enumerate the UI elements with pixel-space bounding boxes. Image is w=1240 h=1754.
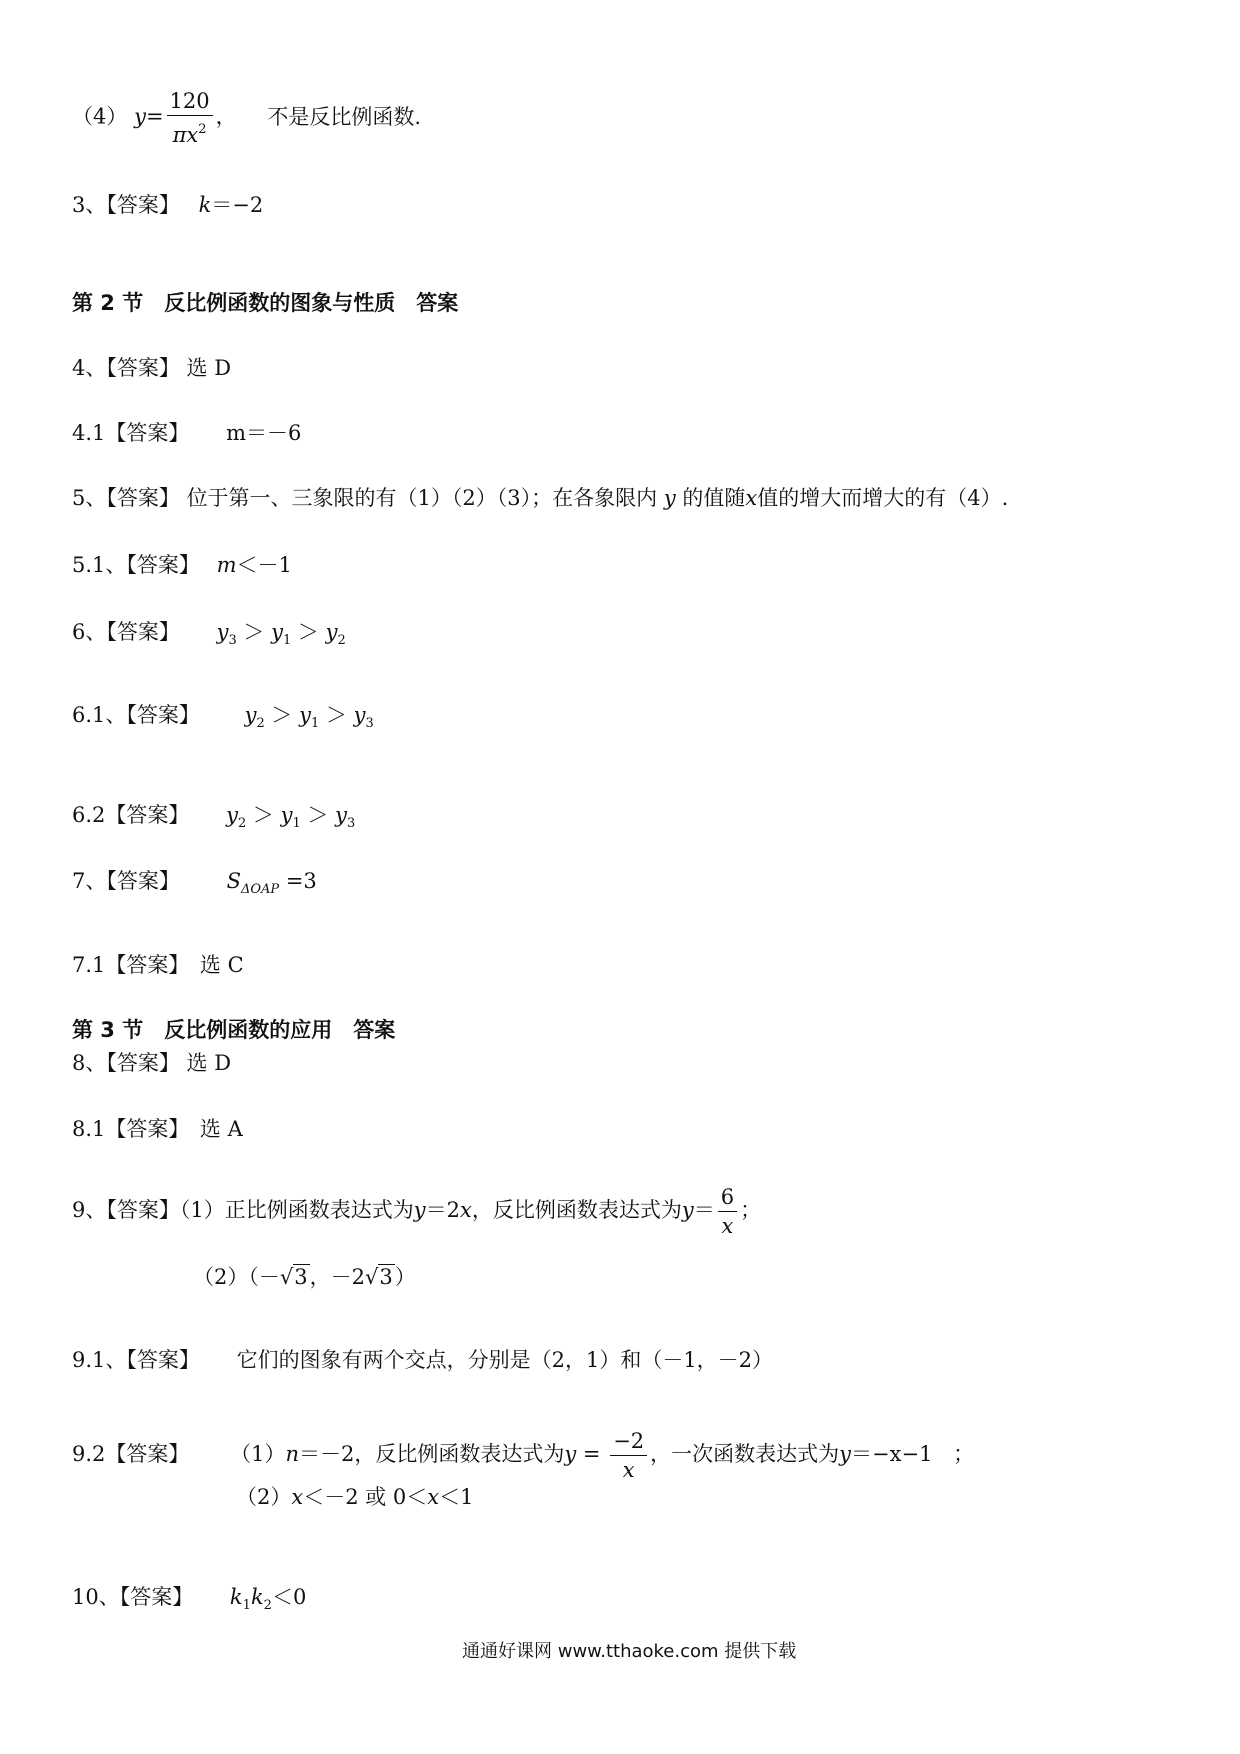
fraction-neg2-over-x: $\frac{-2}{x}$ — [610, 1428, 647, 1483]
answer-10: 10、【答案】 $k_1k_2<0$ — [72, 1585, 307, 1613]
answer-9-2: 9.2【答案】 （1）n＝－2，反比例函数表达式为y = $\frac{-2}{x}$ ，一次函数表达式为y＝−x−1 ； — [72, 1429, 975, 1482]
answer-4-part4: （4） y= $\frac{120}{\pi x^2}$ ， 不是反比例函数. — [72, 89, 422, 147]
answer-5-1: 5.1、【答案】 m＜－1 — [72, 553, 292, 577]
page-footer: 通通好课网 www.tthaoke.com 提供下载 — [462, 1641, 797, 1662]
answer-9: 9、【答案】（1）正比例函数表达式为y＝2x，反比例函数表达式为y＝ $\frac{6}{x}$ ； — [72, 1185, 762, 1238]
answer-9-part2: （2）（－√3，－2√3） — [193, 1265, 416, 1289]
answer-4: 4、【答案】 选 D — [72, 356, 232, 380]
answer-9-2-part2: （2）x＜－2 或 0＜x＜1 — [236, 1485, 474, 1509]
answer-6-2: 6.2【答案】 $y_2 > y_1 > y_3$ — [72, 803, 356, 831]
answer-9-1: 9.1、【答案】 它们的图象有两个交点，分别是（2，1）和（－1，－2） — [72, 1348, 774, 1372]
fraction-6-over-x: $\frac{6}{x}$ — [718, 1184, 737, 1239]
answer-8: 8、【答案】 选 D — [72, 1051, 232, 1075]
answer-4-1: 4.1【答案】 m＝－6 — [72, 421, 302, 445]
answer-5: 5、【答案】 位于第一、三象限的有（1）（2）（3）；在各象限内 y 的值随x值的增大而增大的有（4）. — [72, 486, 1009, 510]
answer-3: 3、【答案】 k＝−2 — [72, 193, 264, 217]
var-y: y — [134, 104, 146, 129]
answer-7-1: 7.1【答案】 选 C — [72, 953, 244, 977]
answer-6-1: 6.1、【答案】 $y_2 > y_1 > y_3$ — [72, 703, 374, 731]
answer-6: 6、【答案】 $y_3 > y_1 > y_2$ — [72, 620, 346, 648]
section-2-title: 第 2 节 反比例函数的图象与性质 答案 — [72, 291, 459, 315]
answer-8-1: 8.1【答案】 选 A — [72, 1117, 243, 1141]
section-3-title: 第 3 节 反比例函数的应用 答案 — [72, 1018, 396, 1042]
fraction-120-over-pix2: $\frac{120}{\pi x^2}$ — [167, 88, 213, 148]
answer-7: 7、【答案】 $S_{\Delta OAP} =3$ — [72, 869, 317, 897]
